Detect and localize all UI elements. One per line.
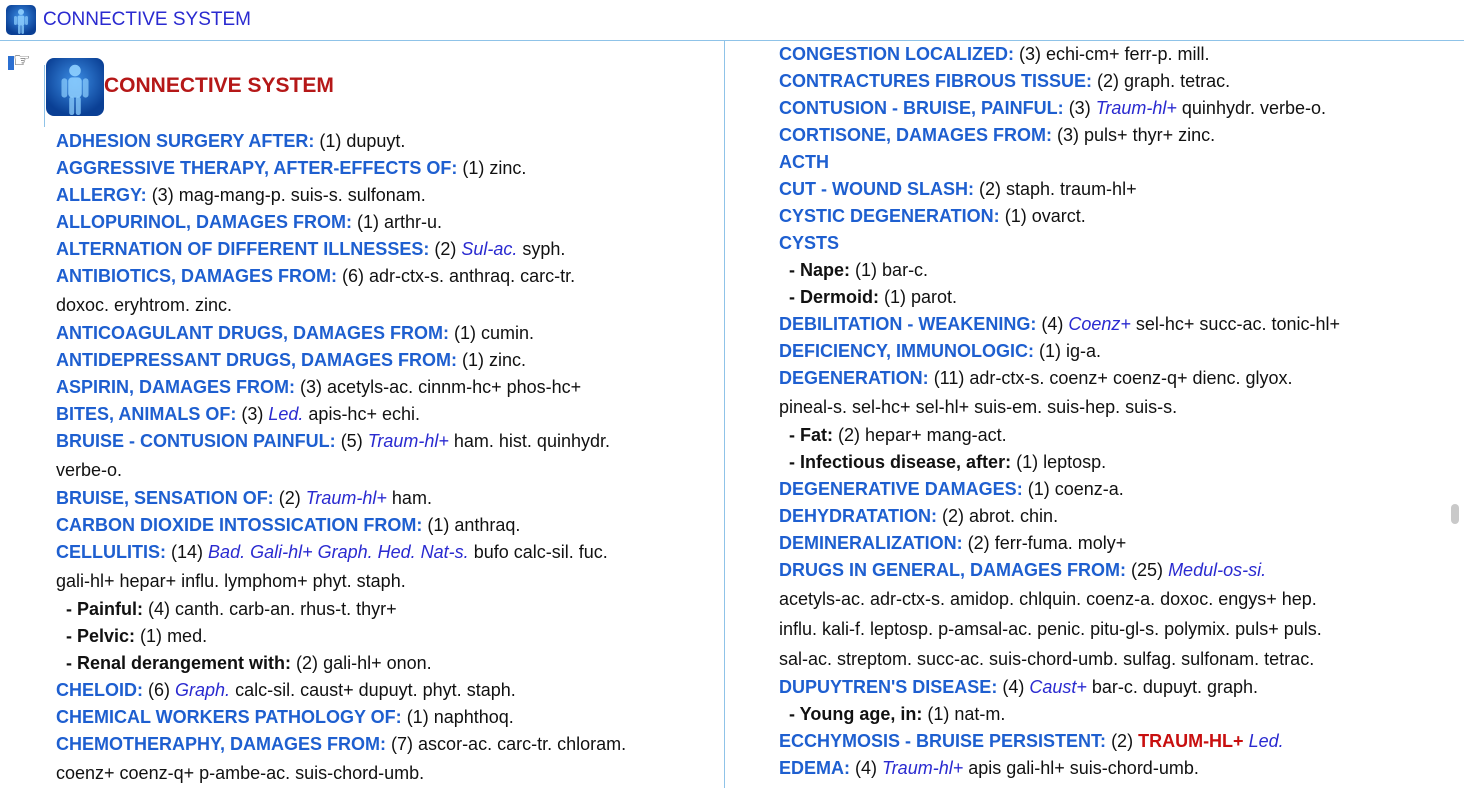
rubric-entry[interactable]	[779, 95, 1449, 122]
remedy-list: puls+ thyr+ zinc.	[1084, 125, 1216, 145]
remedy-list: quinhydr. verbe-o.	[1181, 98, 1326, 118]
rubric-label[interactable]: ANTIDEPRESSANT DRUGS, DAMAGES FROM:	[56, 350, 458, 370]
rubric-entry[interactable]	[56, 677, 716, 704]
rubric-entry[interactable]	[779, 755, 1449, 782]
remedy-list-continued: doxoc. eryhtrom. zinc.	[56, 295, 233, 315]
rubric-label[interactable]: CHEMICAL WORKERS PATHOLOGY OF:	[56, 707, 402, 727]
remedy-count: (1)	[427, 515, 450, 535]
rubric-label[interactable]: CONGESTION LOCALIZED:	[779, 44, 1014, 64]
remedy-list: ham. hist. quinhydr.	[453, 431, 610, 451]
rubric-label[interactable]: DEFICIENCY, IMMUNOLOGIC:	[779, 341, 1034, 361]
subrubric-label[interactable]: - Young age, in:	[789, 704, 923, 724]
remedy-list: graph. tetrac.	[1124, 71, 1231, 91]
remedy-grade3: TRAUM-HL+	[1138, 731, 1244, 751]
rubric-entry[interactable]	[779, 557, 1449, 584]
subrubric-label[interactable]: - Renal derangement with:	[66, 653, 292, 673]
rubric-entry[interactable]	[56, 704, 716, 731]
remedy-list: mag-mang-p. suis-s. sulfonam.	[178, 185, 426, 205]
remedy-count: (2)	[278, 488, 301, 508]
rubric-entry[interactable]	[779, 122, 1449, 149]
remedy-list: bar-c. dupuyt. graph.	[1091, 677, 1259, 697]
window-title: CONNECTIVE SYSTEM	[43, 9, 251, 30]
chapter-body-icon	[46, 58, 104, 116]
remedy-list-continued: pineal-s. sel-hc+ sel-hl+ suis-em. suis-hep. suis-s.	[779, 397, 1178, 417]
subrubric-entry[interactable]	[779, 422, 1449, 449]
subrubric-entry[interactable]	[779, 449, 1449, 476]
remedy-grade2: Traum-hl+	[367, 431, 449, 451]
remedy-list: calc-sil. caust+ dupuyt. phyt. staph.	[235, 680, 516, 700]
subrubric-entry[interactable]	[779, 257, 1449, 284]
remedy-list: canth. carb-an. rhus-t. thyr+	[175, 599, 397, 619]
rubric-entry[interactable]	[56, 539, 716, 566]
rubric-entry[interactable]	[779, 365, 1449, 392]
rubric-label[interactable]: BITES, ANIMALS OF:	[56, 404, 237, 424]
subrubric-label[interactable]: - Fat:	[789, 425, 833, 445]
remedy-list: parot.	[911, 287, 958, 307]
rubric-label[interactable]: CONTRACTURES FIBROUS TISSUE:	[779, 71, 1093, 91]
remedy-grade2: Led.	[268, 404, 304, 424]
remedy-count: (1)	[884, 287, 907, 307]
subrubric-entry[interactable]	[56, 596, 716, 623]
remedy-count: (2)	[942, 506, 964, 526]
rubric-label[interactable]: CHELOID:	[56, 680, 143, 700]
rubric-entry[interactable]	[56, 731, 716, 758]
rubric-label[interactable]: ALLERGY:	[56, 185, 147, 205]
rubric-label[interactable]: BRUISE - CONTUSION PAINFUL:	[56, 431, 336, 451]
rubric-entry[interactable]	[779, 230, 1449, 257]
remedy-count: (1)	[1004, 206, 1027, 226]
remedy-list: ferr-fuma. moly+	[994, 533, 1127, 553]
remedy-list: ovarct.	[1031, 206, 1086, 226]
subrubric-label[interactable]: - Pelvic:	[66, 626, 136, 646]
remedy-list: nat-m.	[954, 704, 1006, 724]
remedy-grade2: Traum-hl+	[305, 488, 387, 508]
remedy-list: abrot. chin.	[969, 506, 1059, 526]
rubric-entry[interactable]	[56, 401, 716, 428]
remedy-count: (1)	[1039, 341, 1062, 361]
remedy-count: (1)	[462, 350, 485, 370]
rubric-label[interactable]: CARBON DIOXIDE INTOSSICATION FROM:	[56, 515, 423, 535]
remedy-list: zinc.	[489, 158, 527, 178]
right-column	[779, 41, 1449, 782]
remedy-list: dupuyt.	[346, 131, 406, 151]
remedy-list: zinc.	[489, 350, 527, 370]
left-column	[56, 128, 716, 788]
remedy-list: echi-cm+ ferr-p. mill.	[1046, 44, 1210, 64]
rubric-entry[interactable]	[56, 209, 716, 236]
rubric-entry[interactable]	[56, 374, 716, 401]
remedy-grade2: Sul-ac.	[461, 239, 518, 259]
rubric-entry[interactable]	[56, 155, 716, 182]
remedy-grade2: Caust+	[1029, 677, 1087, 697]
remedy-count: (2)	[838, 425, 861, 445]
rubric-label[interactable]: CONTUSION - BRUISE, PAINFUL:	[779, 98, 1064, 118]
rubric-entry[interactable]	[779, 503, 1449, 530]
rubric-entry[interactable]	[56, 320, 716, 347]
rubric-entry[interactable]	[779, 674, 1449, 701]
rubric-label[interactable]: BRUISE, SENSATION OF:	[56, 488, 274, 508]
rubric-entry[interactable]	[779, 311, 1449, 338]
remedy-grade2: Medul-os-si.	[1168, 560, 1267, 580]
hand-glyph-icon: ☞	[13, 50, 31, 72]
remedy-list-continued: acetyls-ac. adr-ctx-s. amidop. chlquin. coenz-a. doxoc. engys+ hep.	[779, 589, 1317, 609]
remedy-count: (2)	[1097, 71, 1120, 91]
remedy-grade2: Traum-hl+	[882, 758, 964, 778]
remedy-list: hepar+ mang-act.	[865, 425, 1007, 445]
rubric-entry[interactable]	[779, 203, 1449, 230]
rubric-entry[interactable]	[779, 476, 1449, 503]
remedy-list-continued: gali-hl+ hepar+ influ. lymphom+ phyt. staph.	[56, 571, 406, 591]
rubric-label[interactable]: DEHYDRATATION:	[779, 506, 937, 526]
remedy-list-continued: coenz+ coenz-q+ p-ambe-ac. suis-chord-umb.	[56, 763, 425, 783]
rubric-entry[interactable]	[779, 41, 1449, 68]
rubric-label[interactable]: CHEMOTHERAPHY, DAMAGES FROM:	[56, 734, 387, 754]
remedy-list: ham.	[391, 488, 432, 508]
remedy-list-continued: sal-ac. streptom. succ-ac. suis-chord-umb. sulfag. sulfonam. tetrac.	[779, 649, 1315, 669]
remedy-list: naphthoq.	[433, 707, 514, 727]
remedy-list-continued: verbe-o.	[56, 460, 123, 480]
subrubric-entry[interactable]	[779, 284, 1449, 311]
subrubric-label[interactable]: - Painful:	[66, 599, 143, 619]
remedy-count: (1)	[927, 704, 950, 724]
rubric-label[interactable]: CORTISONE, DAMAGES FROM:	[779, 125, 1052, 145]
remedy-count: (2)	[434, 239, 457, 259]
rubric-label[interactable]: DRUGS IN GENERAL, DAMAGES FROM:	[779, 560, 1127, 580]
remedy-count: (1)	[855, 260, 878, 280]
remedy-list: syph.	[522, 239, 566, 259]
remedy-count: (7)	[391, 734, 414, 754]
remedy-list: cumin.	[481, 323, 535, 343]
remedy-count: (11)	[933, 368, 965, 388]
rubric-entry[interactable]	[56, 428, 716, 455]
remedy-count: (1)	[1027, 479, 1050, 499]
remedy-count: (1)	[462, 158, 485, 178]
rubric-label[interactable]: AGGRESSIVE THERAPY, AFTER-EFFECTS OF:	[56, 158, 458, 178]
remedy-grade2: Coenz+	[1068, 314, 1131, 334]
remedy-list: bar-c.	[882, 260, 929, 280]
rubric-label[interactable]: ALTERNATION OF DIFFERENT ILLNESSES:	[56, 239, 430, 259]
remedy-count: (3)	[1057, 125, 1080, 145]
rubric-label[interactable]: DEBILITATION - WEAKENING:	[779, 314, 1037, 334]
remedy-count: (5)	[340, 431, 363, 451]
rubric-entry[interactable]	[56, 128, 716, 155]
remedy-list: coenz-a.	[1054, 479, 1124, 499]
remedy-list: apis gali-hl+ suis-chord-umb.	[968, 758, 1199, 778]
remedy-count: (3)	[241, 404, 264, 424]
remedy-count: (2)	[296, 653, 319, 673]
remedy-count: (3)	[151, 185, 174, 205]
subrubric-entry[interactable]	[779, 701, 1449, 728]
subrubric-label[interactable]: - Nape:	[789, 260, 851, 280]
remedy-list: med.	[167, 626, 208, 646]
rubric-label[interactable]: CELLULITIS:	[56, 542, 166, 562]
rubric-entry[interactable]	[779, 176, 1449, 203]
remedy-count: (3)	[1019, 44, 1042, 64]
remedy-list: anthraq.	[454, 515, 521, 535]
repertory-pane[interactable]	[0, 41, 1464, 788]
rubric-entry[interactable]	[56, 512, 716, 539]
remedy-count: (6)	[148, 680, 171, 700]
rubric-label[interactable]: ACTH	[779, 152, 829, 172]
rubric-label[interactable]: CYSTS	[779, 233, 840, 253]
rubric-label[interactable]: ADHESION SURGERY AFTER:	[56, 131, 315, 151]
remedy-grade2: Graph.	[175, 680, 231, 700]
rubric-entry[interactable]	[56, 347, 716, 374]
remedy-list: acetyls-ac. cinnm-hc+ phos-hc+	[327, 377, 582, 397]
rubric-entry[interactable]	[56, 263, 716, 290]
remedy-count: (1)	[357, 212, 379, 232]
remedy-list-continued: influ. kali-f. leptosp. p-amsal-ac. penic. pitu-gl-s. polymix. puls+ puls.	[779, 619, 1322, 639]
remedy-count: (1)	[140, 626, 163, 646]
subrubric-entry[interactable]	[56, 623, 716, 650]
remedy-list: ascor-ac. carc-tr. chloram.	[418, 734, 627, 754]
rubric-label[interactable]: DEMINERALIZATION:	[779, 533, 963, 553]
remedy-count: (3)	[300, 377, 323, 397]
chapter-title: CONNECTIVE SYSTEM	[104, 74, 334, 97]
remedy-count: (4)	[1002, 677, 1025, 697]
remedy-count: (6)	[342, 266, 365, 286]
remedy-list: adr-ctx-s. coenz+ coenz-q+ dienc. glyox.	[969, 368, 1293, 388]
rubric-label[interactable]: EDEMA:	[779, 758, 850, 778]
remedy-grade2: Traum-hl+	[1095, 98, 1177, 118]
rubric-entry[interactable]	[56, 236, 716, 263]
remedy-list: leptosp.	[1043, 452, 1107, 472]
rubric-label[interactable]: ANTICOAGULANT DRUGS, DAMAGES FROM:	[56, 323, 449, 343]
remedy-list: arthr-u.	[384, 212, 443, 232]
rubric-entry[interactable]	[779, 338, 1449, 365]
rubric-label[interactable]: ECCHYMOSIS - BRUISE PERSISTENT:	[779, 731, 1107, 751]
remedy-count: (1)	[454, 323, 476, 343]
rubric-label[interactable]: DUPUYTREN'S DISEASE:	[779, 677, 998, 697]
rubric-label[interactable]: DEGENERATION:	[779, 368, 929, 388]
remedy-list: gali-hl+ onon.	[323, 653, 432, 673]
body-app-icon	[6, 5, 36, 35]
rubric-entry[interactable]	[56, 182, 716, 209]
remedy-count: (2)	[1111, 731, 1134, 751]
rubric-label[interactable]: DEGENERATIVE DAMAGES:	[779, 479, 1023, 499]
remedy-list: ig-a.	[1066, 341, 1102, 361]
remedy-count: (3)	[1068, 98, 1091, 118]
remedy-count: (1)	[319, 131, 342, 151]
chapter-bracket	[44, 65, 45, 127]
rubric-entry[interactable]	[779, 149, 1449, 176]
remedy-grade2: Bad. Gali-hl+ Graph. Hed. Nat-s.	[208, 542, 469, 562]
remedy-count: (25)	[1131, 560, 1164, 580]
remedy-count: (1)	[406, 707, 429, 727]
rubric-label[interactable]: ALLOPURINOL, DAMAGES FROM:	[56, 212, 352, 232]
rubric-entry[interactable]	[56, 485, 716, 512]
remedy-count: (4)	[1041, 314, 1064, 334]
rubric-entry[interactable]	[779, 728, 1449, 755]
rubric-label[interactable]: ANTIBIOTICS, DAMAGES FROM:	[56, 266, 337, 286]
remedy-count: (2)	[967, 533, 990, 553]
remedy-list: bufo calc-sil. fuc.	[473, 542, 608, 562]
remedy-grade2: Led.	[1248, 731, 1284, 751]
remedy-list: apis-hc+ echi.	[308, 404, 420, 424]
subrubric-label[interactable]: - Dermoid:	[789, 287, 879, 307]
remedy-count: (14)	[171, 542, 204, 562]
remedy-count: (1)	[1016, 452, 1039, 472]
rubric-label[interactable]: ASPIRIN, DAMAGES FROM:	[56, 377, 296, 397]
rubric-entry[interactable]	[779, 530, 1449, 557]
vertical-scrollbar[interactable]	[1451, 504, 1459, 524]
rubric-entry[interactable]	[779, 68, 1449, 95]
remedy-list: sel-hc+ succ-ac. tonic-hl+	[1135, 314, 1340, 334]
subrubric-label[interactable]: - Infectious disease, after:	[789, 452, 1012, 472]
pointing-hand-icon[interactable]	[5, 51, 41, 73]
remedy-list: staph. traum-hl+	[1006, 179, 1137, 199]
rubric-label[interactable]: CYSTIC DEGENERATION:	[779, 206, 1000, 226]
remedy-list: adr-ctx-s. anthraq. carc-tr.	[369, 266, 576, 286]
column-divider	[724, 41, 725, 788]
window-titlebar	[0, 0, 1464, 41]
remedy-count: (2)	[979, 179, 1001, 199]
remedy-count: (4)	[148, 599, 171, 619]
subrubric-entry[interactable]	[56, 650, 716, 677]
remedy-count: (4)	[855, 758, 878, 778]
rubric-label[interactable]: CUT - WOUND SLASH:	[779, 179, 974, 199]
